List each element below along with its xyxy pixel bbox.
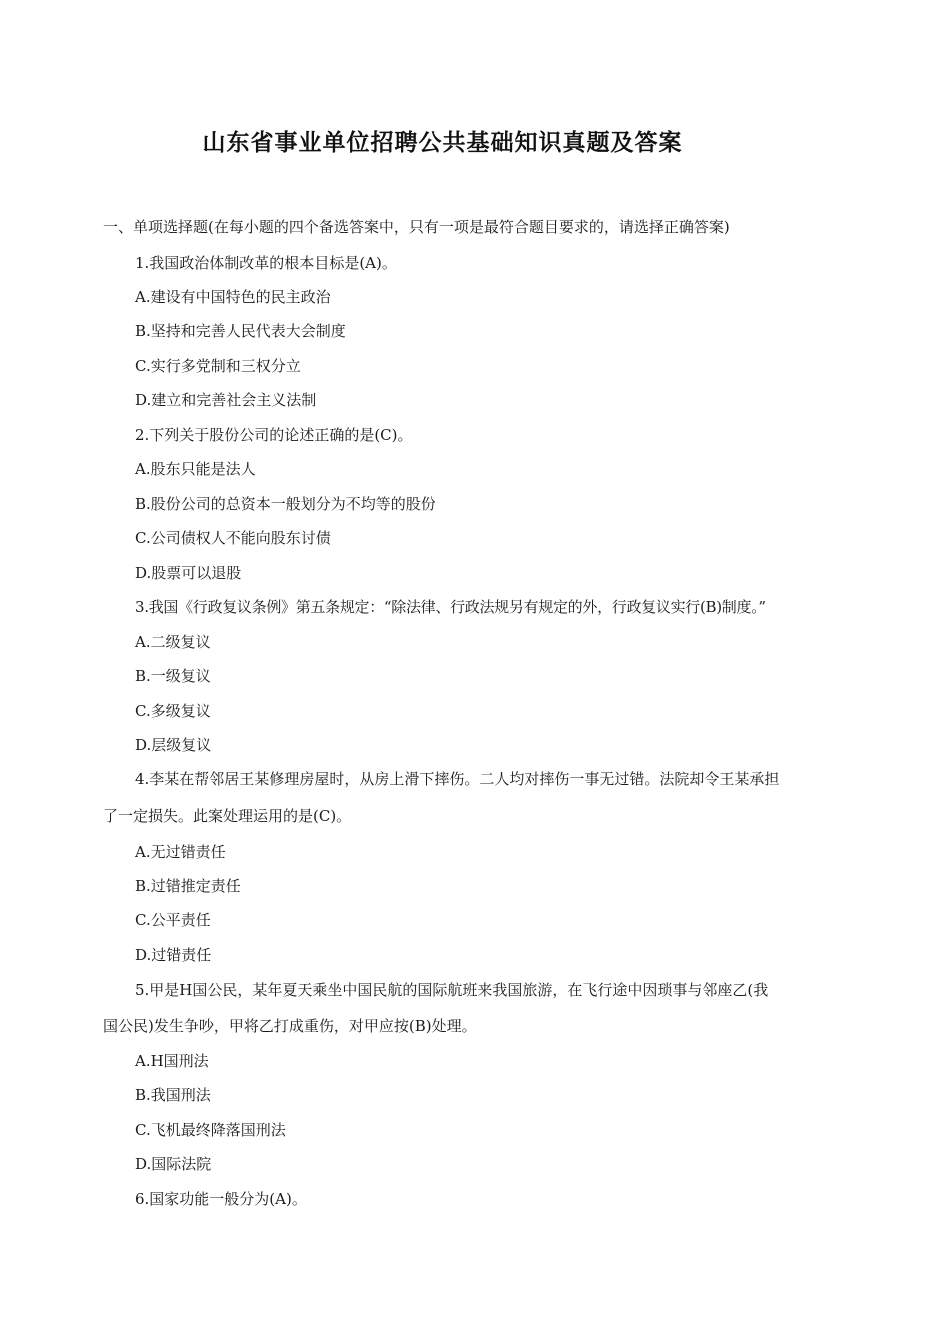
option-line: B.坚持和完善人民代表大会制度	[135, 322, 346, 340]
option-line: C.飞机最终降落国刑法	[135, 1121, 286, 1139]
option-line: A.二级复议	[135, 633, 211, 651]
option-line: C.多级复议	[135, 702, 211, 720]
question-line: 2.下列关于股份公司的论述正确的是(C)。	[135, 426, 413, 444]
option-line: C.实行多党制和三权分立	[135, 357, 301, 375]
option-line: A.股东只能是法人	[135, 460, 256, 478]
option-line: D.国际法院	[135, 1155, 212, 1173]
option-line: B.我国刑法	[135, 1086, 211, 1104]
question-line: 3.我国《行政复议条例》第五条规定：“除法律、行政法规另有规定的外，行政复议实行(B)制度。”	[135, 598, 766, 616]
option-line: A.建设有中国特色的民主政治	[135, 288, 331, 306]
option-line: D.过错责任	[135, 946, 212, 964]
option-line: B.一级复议	[135, 667, 211, 685]
option-line: D.建立和完善社会主义法制	[135, 391, 317, 409]
question-line-continued: 国公民)发生争吵，甲将乙打成重伤，对甲应按(B)处理。	[103, 1017, 477, 1035]
option-line: A.无过错责任	[135, 843, 226, 861]
question-line: 1.我国政治体制改革的根本目标是(A)。	[135, 254, 397, 272]
option-line: D.股票可以退股	[135, 564, 242, 582]
option-line: C.公司债权人不能向股东讨债	[135, 529, 331, 547]
section-heading: 一、单项选择题(在每小题的四个备选答案中，只有一项是最符合题目要求的，请选择正确答案)	[103, 218, 730, 236]
option-line: B.股份公司的总资本一般划分为不均等的股份	[135, 495, 436, 513]
option-line: D.层级复议	[135, 736, 212, 754]
option-line: A.H国刑法	[135, 1052, 209, 1070]
option-line: C.公平责任	[135, 911, 211, 929]
question-line-continued: 了一定损失。此案处理运用的是(C)。	[103, 807, 352, 825]
question-line: 6.国家功能一般分为(A)。	[135, 1190, 307, 1208]
document-title: 山东省事业单位招聘公共基础知识真题及答案	[202, 129, 683, 156]
option-line: B.过错推定责任	[135, 877, 241, 895]
question-line: 5.甲是H国公民，某年夏天乘坐中国民航的国际航班来我国旅游，在飞行途中因琐事与邻座乙(我	[135, 981, 769, 999]
question-line: 4.李某在帮邻居王某修理房屋时，从房上滑下摔伤。二人均对摔伤一事无过错。法院却令王某承担	[135, 770, 780, 788]
